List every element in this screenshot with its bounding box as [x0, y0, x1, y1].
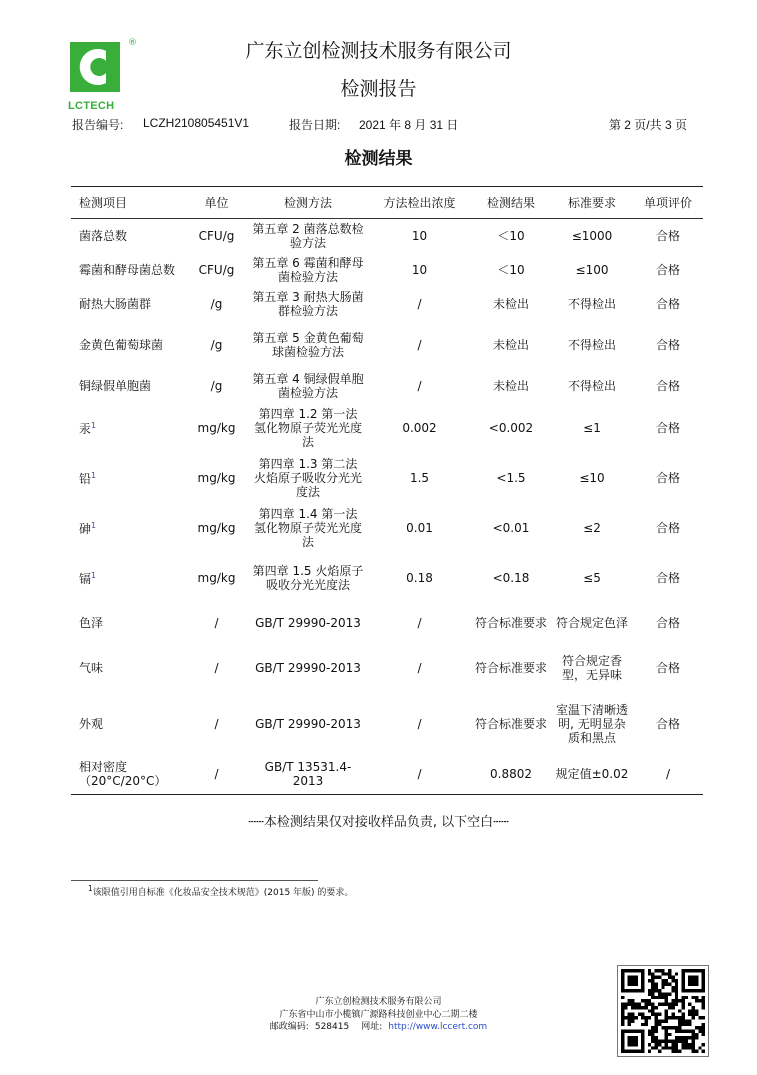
item-name: 相对密度（20°C/20°C）	[79, 760, 167, 789]
cell-result: ＜10	[497, 228, 525, 243]
report-no-label: 报告编号:	[72, 118, 124, 132]
cell-result: <0.18	[492, 570, 530, 585]
cell-item	[71, 219, 185, 253]
cell-standard: 不得检出	[567, 378, 616, 393]
header-standard: 标准要求	[567, 196, 616, 210]
cell-standard: ≤100	[575, 262, 609, 277]
cell-item	[71, 755, 185, 795]
cell-method: 第四章 1.4 第一法 氢化物原子荧光光度法	[253, 506, 362, 549]
table-row	[71, 693, 703, 755]
cell-detection-limit: 10	[411, 262, 428, 277]
cell-evaluation: 合格	[655, 615, 680, 630]
cell-result: ＜10	[497, 262, 525, 277]
cell-unit: /	[214, 716, 219, 731]
cell-unit: mg/kg	[197, 570, 236, 585]
table-row	[71, 603, 703, 643]
footer-company: 广东立创检测技术服务有限公司	[315, 997, 442, 1007]
cell-evaluation: 合格	[655, 520, 680, 535]
results-table	[71, 186, 703, 795]
cell-method: GB/T 29990-2013	[255, 716, 361, 731]
logo-text: LCTECH	[68, 100, 115, 112]
header-result: 检测结果	[486, 196, 535, 210]
cell-result: 未检出	[492, 378, 529, 393]
footnote	[88, 884, 353, 898]
cell-method: 第五章 2 菌落总数检验方法	[252, 221, 364, 250]
cell-item	[71, 369, 185, 403]
footer-address: 广东省中山市小榄镇广源路科技创业中心二期二楼	[279, 1010, 478, 1020]
cell-item	[71, 693, 185, 755]
cell-unit: CFU/g	[198, 228, 235, 243]
header-unit: 单位	[204, 196, 229, 210]
cell-detection-limit: 10	[411, 228, 428, 243]
cell-method: 第五章 5 金黄色葡萄球菌检验方法	[252, 330, 364, 359]
cell-evaluation: 合格	[655, 660, 680, 675]
cell-item	[71, 287, 185, 321]
item-name: 汞	[79, 422, 92, 436]
cell-evaluation: 合格	[655, 296, 680, 311]
header-evaluation: 单项评价	[643, 196, 692, 210]
cell-method: 第五章 3 耐热大肠菌群检验方法	[252, 289, 364, 318]
cell-method: 第五章 4 铜绿假单胞菌检验方法	[252, 371, 364, 400]
cell-standard: ≤1000	[571, 228, 613, 243]
table-row	[71, 321, 703, 369]
header-item: 检测项目	[79, 196, 128, 210]
item-name: 菌落总数	[79, 228, 128, 243]
cell-item	[71, 321, 185, 369]
table-row	[71, 755, 703, 795]
cell-item	[71, 253, 185, 287]
table-row	[71, 643, 703, 693]
cell-unit: mg/kg	[197, 520, 236, 535]
cell-method: 第四章 1.3 第二法 火焰原子吸收分光光度法	[253, 456, 362, 499]
table-row	[71, 219, 703, 253]
logo-registered-mark: ®	[128, 38, 137, 48]
table-row	[71, 553, 703, 603]
cell-detection-limit: /	[417, 337, 422, 352]
cell-unit: /g	[210, 296, 223, 311]
table-row	[71, 403, 703, 453]
end-of-results-note: ┄┄本检测结果仅对接收样品负责, 以下空白┄┄	[248, 815, 509, 830]
footnote-text: 该限值引用自标准《化妆品安全技术规范》(2015 年版) 的要求。	[92, 888, 354, 898]
cell-standard: 室温下清晰透明, 无明显杂质和黑点	[555, 702, 628, 745]
item-name: 铅	[79, 472, 92, 486]
cell-result: <1.5	[496, 470, 526, 485]
footnote-reference: 1	[91, 421, 97, 430]
footnote-reference: 1	[91, 571, 97, 580]
footnote-divider	[71, 880, 318, 881]
cell-result: <0.01	[492, 520, 530, 535]
cell-evaluation: 合格	[655, 228, 680, 243]
cell-item	[71, 553, 185, 603]
cell-method: 第四章 1.2 第一法 氢化物原子荧光光度法	[253, 406, 362, 449]
table-header-row	[71, 187, 703, 219]
cell-detection-limit: /	[417, 296, 422, 311]
table-row	[71, 369, 703, 403]
cell-evaluation: 合格	[655, 378, 680, 393]
cell-item	[71, 453, 185, 503]
cell-evaluation: 合格	[655, 570, 680, 585]
cell-evaluation: 合格	[655, 262, 680, 277]
cell-evaluation: 合格	[655, 716, 680, 731]
cell-detection-limit: /	[417, 615, 422, 630]
cell-method: GB/T 29990-2013	[255, 660, 361, 675]
item-name: 外观	[79, 716, 104, 731]
cell-standard: 规定值±0.02	[555, 767, 629, 782]
cell-evaluation: /	[665, 767, 671, 782]
cell-result: 符合标准要求	[474, 615, 547, 630]
cell-item	[71, 503, 185, 553]
cell-detection-limit: /	[417, 716, 422, 731]
page-number: 第 2 页/共 3 页	[608, 118, 687, 132]
report-date: 2021 年 8 月 31 日	[359, 118, 459, 132]
item-name: 镉	[79, 572, 92, 586]
footnote-reference: 1	[91, 471, 97, 480]
website-label: 网址:	[361, 1022, 383, 1032]
cell-method: GB/T 29990-2013	[255, 615, 361, 630]
cell-standard: ≤1	[583, 420, 601, 435]
table-row	[71, 503, 703, 553]
cell-unit: /g	[210, 337, 223, 352]
table-row	[71, 453, 703, 503]
cell-evaluation: 合格	[655, 470, 680, 485]
cell-method: 第四章 1.5 火焰原子吸收分光光度法	[252, 563, 364, 592]
cell-evaluation: 合格	[655, 337, 680, 352]
header-detection-limit: 方法检出浓度	[383, 196, 456, 210]
cell-unit: /	[214, 615, 219, 630]
cell-standard: 不得检出	[567, 296, 616, 311]
cell-standard: ≤2	[583, 520, 601, 535]
cell-result: 符合标准要求	[474, 716, 547, 731]
cell-method: GB/T 13531.4-2013	[264, 760, 352, 789]
cell-unit: /	[214, 767, 219, 782]
cell-detection-limit: 1.5	[409, 470, 430, 485]
cell-result: 符合标准要求	[474, 660, 547, 675]
report-title: 检测报告	[340, 78, 417, 100]
cell-standard: 不得检出	[567, 337, 616, 352]
cell-unit: mg/kg	[197, 420, 236, 435]
cell-method: 第五章 6 霉菌和酵母菌检验方法	[252, 255, 364, 284]
cell-standard: ≤10	[579, 470, 605, 485]
postcode: 528415	[314, 1022, 350, 1032]
item-name: 砷	[79, 522, 92, 536]
item-name: 气味	[79, 660, 104, 675]
cell-result: 0.8802	[490, 767, 532, 782]
cell-detection-limit: 0.002	[402, 420, 437, 435]
postcode-label: 邮政编码:	[269, 1022, 309, 1032]
item-name: 霉菌和酵母菌总数	[79, 262, 176, 277]
table-row	[71, 287, 703, 321]
cell-detection-limit: 0.01	[406, 520, 433, 535]
results-title: 检测结果	[344, 149, 413, 169]
table-body	[71, 219, 703, 795]
cell-detection-limit: 0.18	[406, 570, 433, 585]
qr-code-pattern	[621, 969, 705, 1053]
cell-standard: 符合规定色泽	[555, 615, 628, 630]
cell-unit: CFU/g	[198, 262, 235, 277]
cell-evaluation: 合格	[655, 420, 680, 435]
website-link[interactable]: http://www.lccert.com	[388, 1022, 488, 1032]
cell-detection-limit: /	[417, 767, 422, 782]
cell-item	[71, 643, 185, 693]
cell-standard: ≤5	[583, 570, 601, 585]
header-method: 检测方法	[283, 196, 332, 210]
company-name: 广东立创检测技术服务有限公司	[245, 40, 512, 62]
report-date-label: 报告日期:	[289, 118, 341, 132]
cell-standard: 符合规定香型，无异味	[561, 653, 622, 682]
item-name: 金黄色葡萄球菌	[79, 337, 164, 352]
cell-result: <0.002	[488, 420, 534, 435]
cell-detection-limit: /	[417, 378, 422, 393]
item-name: 铜绿假单胞菌	[79, 378, 152, 393]
footnote-mark: 1	[88, 884, 93, 893]
cell-item	[71, 403, 185, 453]
table-row	[71, 253, 703, 287]
report-no: LCZH210805451V1	[143, 116, 250, 130]
footnote-reference: 1	[91, 521, 97, 530]
cell-unit: mg/kg	[197, 470, 236, 485]
item-name: 耐热大肠菌群	[79, 296, 152, 311]
cell-item	[71, 603, 185, 643]
item-name: 色泽	[79, 615, 104, 630]
cell-detection-limit: /	[417, 660, 422, 675]
cell-result: 未检出	[492, 296, 529, 311]
qr-code-icon	[617, 965, 709, 1057]
cell-unit: /	[214, 660, 219, 675]
cell-result: 未检出	[492, 337, 529, 352]
cell-unit: /g	[210, 378, 223, 393]
